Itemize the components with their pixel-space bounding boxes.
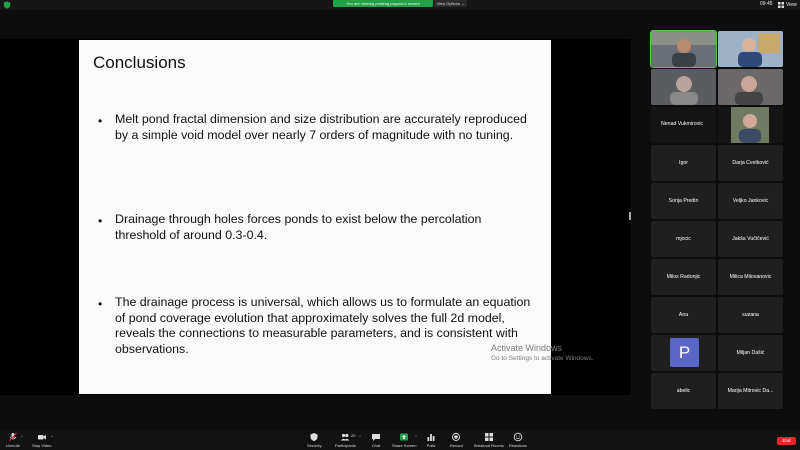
activate-windows-watermark: [491, 342, 594, 364]
end-meeting-button[interactable]: End: [777, 437, 796, 445]
participant-tile[interactable]: [651, 221, 716, 257]
chat-button[interactable]: [371, 432, 381, 448]
chevron-up-icon[interactable]: ^: [415, 434, 417, 439]
participant-tile[interactable]: [718, 221, 783, 257]
participant-name: Milos Radonjic: [666, 274, 701, 280]
polls-label: Polls: [426, 443, 436, 448]
chevron-up-icon[interactable]: ^: [359, 434, 361, 439]
watermark-title: Activate Windows: [491, 343, 563, 353]
participant-name: Ana: [678, 312, 689, 318]
participant-video-tile[interactable]: [651, 31, 716, 67]
stop-video-button[interactable]: [32, 432, 52, 448]
smiley-icon: [513, 432, 523, 442]
participant-tile[interactable]: [718, 145, 783, 181]
participants-label: Participants: [335, 443, 356, 448]
view-label: View: [786, 2, 797, 8]
security-button[interactable]: [307, 432, 321, 448]
chevron-up-icon[interactable]: ^: [21, 434, 23, 439]
participant-tile[interactable]: [651, 335, 716, 371]
avatar: P: [670, 338, 699, 367]
screen-share-banner: You are viewing prodrag popovic's screen: [333, 0, 433, 7]
bullet-text: Drainage through holes forces ponds to exist below the percolation threshold of around 0.3-0.4.: [115, 212, 482, 242]
participant-tile[interactable]: [651, 297, 716, 333]
participant-video-tile[interactable]: [718, 69, 783, 105]
polls-button[interactable]: [426, 432, 436, 448]
participant-tile[interactable]: [718, 373, 783, 409]
video-camera-icon: [37, 432, 47, 442]
participants-icon: [340, 432, 350, 442]
stop-video-label: Stop Video: [32, 443, 52, 448]
share-screen-label: Share Screen: [392, 443, 417, 448]
share-screen-icon: [399, 432, 409, 442]
participant-name: Marija Mitrovic Da...: [727, 388, 774, 394]
participants-count: 20: [351, 433, 356, 438]
participant-video-tile[interactable]: [718, 107, 783, 143]
bullet-text: The drainage process is universal, which allows us to formulate an equation of pond coverage evolution that approximately solves the full 2d model, reveals the connections to measurable parameters, and is consistent with observations.: [115, 295, 531, 356]
participant-tile[interactable]: [718, 335, 783, 371]
participant-tile[interactable]: [718, 183, 783, 219]
clock: 09:45: [760, 1, 773, 7]
security-label: Security: [307, 443, 322, 448]
participant-name: Nenad Vukmirovic: [661, 120, 703, 127]
participant-tile[interactable]: [718, 259, 783, 295]
participant-tile[interactable]: [651, 373, 716, 409]
participant-video-tile[interactable]: [651, 69, 716, 105]
participant-video-tile[interactable]: [718, 31, 783, 67]
participant-name: Jakša Vučičević: [732, 236, 769, 242]
participant-name: Miljan Dašić: [736, 350, 765, 356]
record-label: Record: [450, 443, 463, 448]
shield-icon[interactable]: [3, 1, 11, 9]
bullet-marker: •: [98, 297, 103, 311]
reactions-button[interactable]: [509, 432, 527, 448]
participant-tile[interactable]: [651, 145, 716, 181]
record-button[interactable]: [450, 432, 463, 448]
participant-tile[interactable]: [651, 107, 716, 143]
chat-label: Chat: [371, 443, 381, 448]
chevron-up-icon[interactable]: ^: [51, 434, 53, 439]
participant-video: [651, 31, 716, 67]
breakout-rooms-button[interactable]: [474, 432, 504, 448]
unmute-button[interactable]: [6, 432, 20, 448]
microphone-muted-icon: [8, 432, 18, 442]
split-resize-handle[interactable]: [629, 212, 631, 220]
slide-title: Conclusions: [93, 53, 186, 72]
breakout-rooms-icon: [484, 432, 494, 442]
presentation-slide: [79, 40, 551, 394]
view-button[interactable]: [778, 0, 797, 10]
participant-name: mjocic: [676, 236, 691, 242]
polls-icon: [426, 432, 436, 442]
participant-name: Darja Cvetković: [732, 160, 769, 166]
meeting-toolbar: [0, 430, 800, 450]
view-options-button[interactable]: View Options ⌄: [434, 0, 467, 7]
bullet-text: Melt pond fractal dimension and size distribution are accurately reproduced by a simple void model over nearly 7 orders of magnitude with no tuning.: [115, 112, 527, 142]
participant-name: Veljko Jankovic: [732, 198, 769, 204]
grid-icon: [778, 2, 784, 8]
bullet-marker: •: [98, 114, 103, 128]
breakout-rooms-label: Breakout Rooms: [474, 443, 504, 448]
unmute-label: Unmute: [6, 443, 21, 448]
participant-tile[interactable]: [718, 297, 783, 333]
share-screen-button[interactable]: [392, 432, 416, 448]
participant-tile[interactable]: [651, 259, 716, 295]
participant-name: suzana: [742, 312, 759, 318]
participant-video: [718, 69, 783, 105]
watermark-subtitle: Go to Settings to activate Windows.: [491, 355, 594, 362]
participant-tile[interactable]: [651, 183, 716, 219]
participant-name: Milica Milovanovic: [729, 274, 772, 280]
participant-video: [651, 69, 716, 105]
participant-video: [718, 107, 783, 143]
participant-video: [718, 31, 783, 67]
participant-name: Igor: [679, 160, 688, 166]
reactions-label: Reactions: [509, 443, 527, 448]
record-icon: [451, 432, 461, 442]
bullet-marker: •: [98, 214, 103, 228]
shield-icon: [309, 432, 319, 442]
participant-name: abelic: [676, 388, 691, 394]
participant-name: Sonja Predin: [668, 198, 699, 204]
top-bar: [0, 0, 800, 10]
chat-icon: [371, 432, 381, 442]
